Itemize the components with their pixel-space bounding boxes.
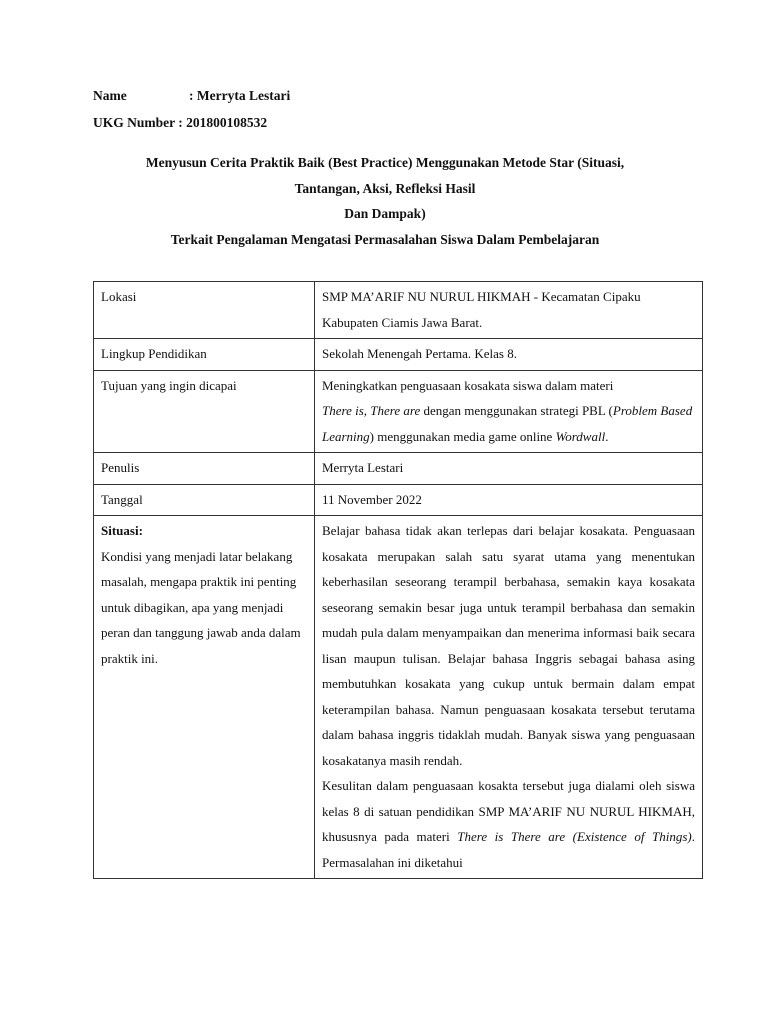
tujuan-label: Tujuan yang ingin dicapai (94, 370, 315, 453)
penulis-value: Merryta Lestari (315, 453, 703, 485)
tujuan-italic-1: There is, There are (322, 403, 421, 418)
row-lokasi (94, 282, 703, 339)
situasi-description: Kondisi yang menjadi latar belakang masalah, mengapa praktik ini penting untuk dibagikan, apa yang menjadi peran dan tanggung jawab anda dalam praktik ini. (101, 548, 301, 666)
situasi-p2-text-1: Kesulitan dalam penguasaan kosakta tersebut juga dialami oleh siswa kelas 8 di satuan pendidikan SMP MA’ARIF NU NURUL HIKMAH, khususnya pada materi (322, 778, 695, 844)
situasi-p2-italic: There is There are (Existence of Things) (457, 829, 692, 844)
best-practice-table (93, 281, 703, 879)
situasi-label: Situasi: (101, 523, 143, 538)
row-tujuan (94, 370, 703, 453)
row-lingkup (94, 339, 703, 371)
tujuan-text-3: ) menggunakan media game online (369, 428, 556, 444)
name-value: : Merryta Lestari (189, 88, 291, 103)
tujuan-text-4: . (605, 428, 609, 444)
lingkup-value: Sekolah Menengah Pertama. Kelas 8. (315, 339, 703, 371)
situasi-value (315, 516, 703, 879)
tujuan-value (315, 370, 703, 453)
tujuan-italic-3: Wordwall (555, 428, 606, 444)
tujuan-italic-2: Problem Based Learning (322, 403, 693, 444)
situasi-paragraph-1: Belajar bahasa tidak akan terlepas dari belajar kosakata. Penguasaan kosakata merupakan salah satu syarat utama yang menentukan keberhasilan seseorang terampil berbahasa, semakin kaya kosakata seseorang semakin besar juga untuk terampil berbahasa dan semakin mudah pula dalam menyampaikan dan menerima informasi baik secara lisan maupun tulisan. Belajar bahasa Inggris sebagai bahasa asing membutuhkan kosakata yang cukup untuk bermain dalam empat keterampilan bahasa. Namun penguasaan kosakata tersebut terutama dalam bahasa inggris tidaklah mudah. Banyak siswa yang penguasaan kosakatanya masih rendah. (322, 523, 695, 768)
title-line-2: Tantangan, Aksi, Refleksi Hasil (294, 181, 476, 196)
title-line-3: Dan Dampak) (344, 206, 426, 221)
tanggal-label: Tanggal (94, 484, 315, 516)
situasi-p2-text-2: . Permasalahan ini diketahui (322, 829, 695, 870)
penulis-label: Penulis (94, 453, 315, 485)
name-line (93, 88, 290, 104)
title-line-1: Menyusun Cerita Praktik Baik (Best Practice) Menggunakan Metode Star (Situasi, (145, 155, 625, 170)
situasi-label-cell (94, 516, 315, 879)
name-label: Name (93, 88, 127, 103)
tujuan-text-2: dengan menggunakan strategi PBL ( (420, 403, 613, 418)
lokasi-label: Lokasi (94, 282, 315, 339)
row-tanggal (94, 484, 703, 516)
tujuan-text-1: Meningkatkan penguasaan kosakata siswa dalam materi (322, 377, 614, 393)
row-penulis (94, 453, 703, 485)
title-line-4: Terkait Pengalaman Mengatasi Permasalahan Siswa Dalam Pembelajaran (170, 232, 600, 247)
row-situasi (94, 516, 703, 879)
ukg-number-line: UKG Number : 201800108532 (93, 115, 268, 130)
lingkup-label: Lingkup Pendidikan (94, 339, 315, 371)
lokasi-value: SMP MA’ARIF NU NURUL HIKMAH - Kecamatan Cipaku Kabupaten Ciamis Jawa Barat. (315, 282, 703, 339)
situasi-paragraph-2 (322, 773, 695, 875)
tanggal-value: 11 November 2022 (315, 484, 703, 516)
